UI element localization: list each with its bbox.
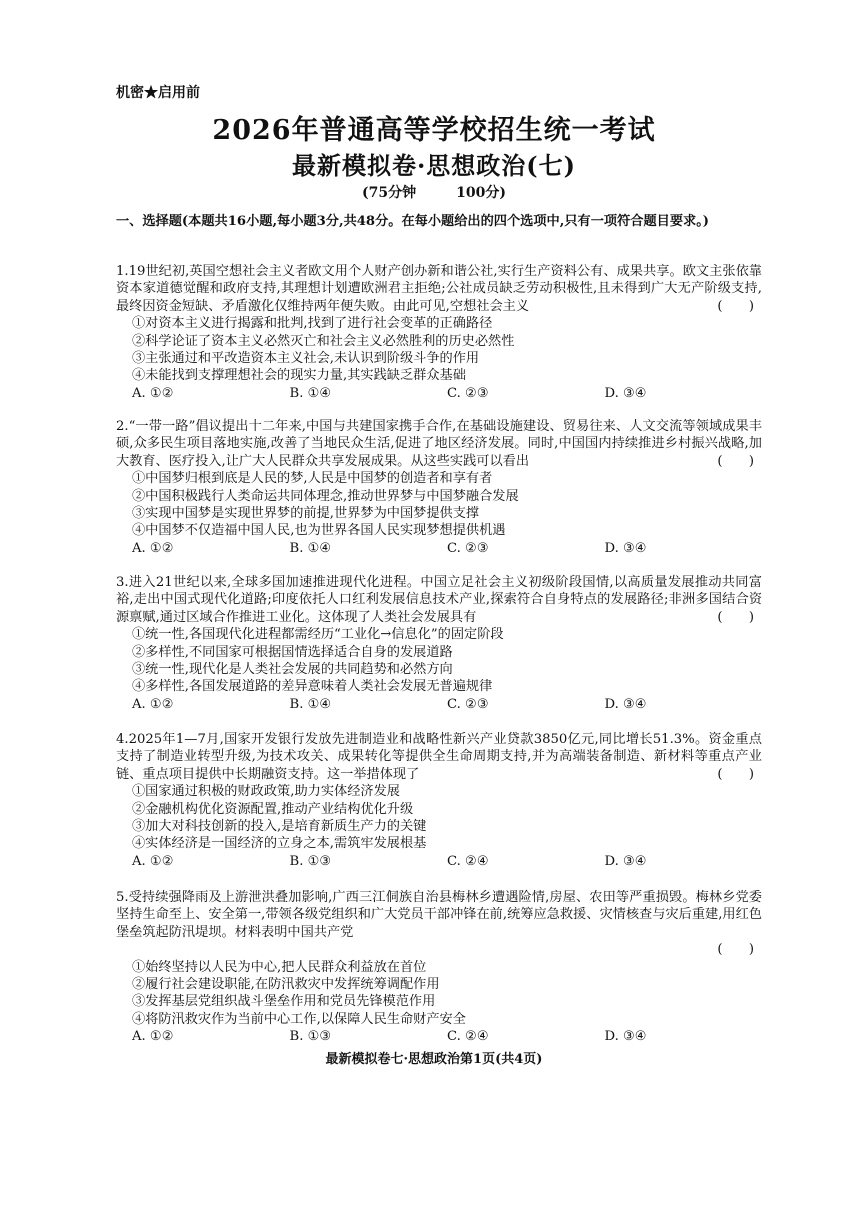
option-b: B. ①③	[289, 853, 332, 869]
exam-title: 2026年普通高等学校招生统一考试	[212, 115, 656, 146]
option-c: C. ②④	[447, 853, 489, 869]
statement: ④多样性,各国发展道路的差异意味着人类社会发展无普遍规律	[132, 679, 493, 695]
statement: ②金融机构优化资源配置,推动产业结构优化升级	[132, 801, 414, 817]
option-b: B. ①③	[289, 1029, 332, 1045]
answer-blank: ( )	[717, 609, 754, 625]
question-4	[116, 731, 762, 870]
option-b: B. ①④	[289, 385, 332, 401]
statement: ④将防汛救灾作为当前中心工作,以保障人民生命财产安全	[132, 1011, 466, 1027]
question-stem	[116, 574, 762, 626]
question-text: 进入21世纪以来,全球多国加速推进现代化进程。中国立足社会主义初级阶段国情,以高质量发展推动共同富裕,走出中国式现代化道路;印度依托人口红利发展信息技术产业,探索符合自身特点的发展路径;非洲多国结合资源禀赋,通过区域合作推进工业化。这体现了人类社会发展具有	[116, 575, 762, 625]
option-d: D. ③④	[604, 540, 647, 556]
option-c: C. ②③	[447, 696, 489, 712]
statement: ③实现中国梦是实现世界梦的前提,世界梦为中国梦提供支撑	[132, 506, 480, 522]
section-heading: 一、选择题(本题共16小题,每小题3分,共48分。在每小题给出的四个选项中,只有一项符合题目要求。)	[116, 214, 710, 229]
question-text: 19世纪初,英国空想社会主义者欧文用个人财产创办新和谐公社,实行生产资料公有、成果共享。欧文主张依靠资本家道德觉醒和政府支持,其理想计划遭欧洲君主拒绝;公社成员缺乏劳动积极性,且未得到广大无产阶级支持,最终因资金短缺、矛盾激化仅维持两年便失败。由此可见,空想社会主义	[116, 264, 762, 314]
option-d: D. ③④	[604, 385, 647, 401]
statement: ①中国梦归根到底是人民的梦,人民是中国梦的创造者和享有者	[132, 471, 493, 487]
answer-blank-line	[116, 941, 762, 958]
statement: ①对资本主义进行揭露和批判,找到了进行社会变革的正确路径	[132, 316, 493, 332]
statement: ②多样性,不同国家可根据国情选择适合自身的发展道路	[132, 644, 453, 660]
option-row	[116, 696, 762, 713]
option-d: D. ③④	[604, 1029, 647, 1045]
question-number: 5.	[116, 890, 129, 905]
question-text: 2025年1—7月,国家开发银行发放先进制造业和战略性新兴产业贷款3850亿元,同比增长51.3%。资金重点支持了制造业转型升级,为技术攻关、成果转化等提供全生命周期支持,并为高端装备制造、新材料等重点产业链、重点项目提供中长期融资支持。这一举措体现了	[116, 732, 762, 782]
question-3	[116, 574, 762, 713]
answer-blank: ( )	[717, 942, 754, 958]
time-and-score	[0, 182, 868, 202]
option-d: D. ③④	[604, 696, 647, 712]
statement: ③统一性,现代化是人类社会发展的共同趋势和必然方向	[132, 662, 453, 678]
total-score: 100分)	[456, 185, 506, 201]
option-row	[116, 1028, 762, 1045]
statement: ①国家通过积极的财政政策,助力实体经济发展	[132, 784, 400, 800]
question-stem	[116, 263, 762, 315]
question-2	[116, 418, 762, 557]
option-a: A. ①②	[132, 385, 174, 401]
question-text: 受持续强降雨及上游泄洪叠加影响,广西三江侗族自治县梅林乡遭遇险情,房屋、农田等严重损毁。梅林乡党委坚持生命至上、安全第一,带领各级党组织和广大党员干部冲锋在前,统筹应急救援、灾情核查与灾后重建,用红色堡垒筑起防汛堤坝。材料表明中国共产党	[116, 890, 762, 940]
option-a: A. ①②	[132, 853, 174, 869]
option-row	[116, 385, 762, 402]
question-stem	[116, 731, 762, 783]
statement: ①统一性,各国现代化进程都需经历“工业化→信息化”的固定阶段	[132, 627, 504, 643]
option-c: C. ②④	[447, 1029, 489, 1045]
statement: ④未能找到支撑理想社会的现实力量,其实践缺乏群众基础	[132, 368, 466, 384]
option-a: A. ①②	[132, 1029, 174, 1045]
statement: ④中国梦不仅造福中国人民,也为世界各国人民实现梦想提供机遇	[132, 523, 506, 539]
question-stem	[116, 889, 762, 941]
question-number: 1.	[116, 264, 129, 279]
option-b: B. ①④	[289, 696, 332, 712]
question-number: 2.	[116, 419, 129, 434]
statement: ②履行社会建设职能,在防汛救灾中发挥统筹调配作用	[132, 977, 440, 993]
paper-subtitle: 最新模拟卷·思想政治(七)	[291, 151, 577, 180]
statement: ③发挥基层党组织战斗堡垒作用和党员先锋模范作用	[132, 994, 436, 1010]
confidential-label: 机密★启用前	[116, 85, 200, 101]
answer-blank: ( )	[717, 766, 754, 782]
statement: ③加大对科技创新的投入,是培育新质生产力的关键	[132, 819, 427, 835]
answer-blank: ( )	[717, 298, 754, 314]
question-5	[116, 889, 762, 1046]
question-number: 4.	[116, 732, 129, 747]
statement: ②中国积极践行人类命运共同体理念,推动世界梦与中国梦融合发展	[132, 488, 519, 504]
option-b: B. ①④	[289, 540, 332, 556]
question-stem	[116, 418, 762, 470]
duration: (75分钟	[362, 185, 417, 201]
statement: ③主张通过和平改造资本主义社会,未认识到阶级斗争的作用	[132, 351, 480, 367]
option-row	[116, 853, 762, 870]
statement: ①始终坚持以人民为中心,把人民群众利益放在首位	[132, 959, 427, 975]
statement: ②科学论证了资本主义必然灭亡和社会主义必然胜利的历史必然性	[132, 333, 515, 349]
question-number: 3.	[116, 575, 129, 590]
question-text: “一带一路”倡议提出十二年来,中国与共建国家携手合作,在基础设施建设、贸易往来、人文交流等领域成果丰硕,众多民生项目落地实施,改善了当地民众生活,促进了地区经济发展。同时,中国国内持续推进乡村振兴战略,加大教育、医疗投入,让广大人民群众共享发展成果。从这些实践可以看出	[116, 419, 762, 469]
option-d: D. ③④	[604, 853, 647, 869]
answer-blank: ( )	[717, 453, 754, 469]
option-a: A. ①②	[132, 540, 174, 556]
option-c: C. ②③	[447, 385, 489, 401]
option-a: A. ①②	[132, 696, 174, 712]
question-1	[116, 263, 762, 402]
statement: ④实体经济是一国经济的立身之本,需筑牢发展根基	[132, 836, 427, 852]
option-c: C. ②③	[447, 540, 489, 556]
page-footer: 最新模拟卷七·思想政治第1页(共4页)	[325, 1052, 543, 1067]
option-row	[116, 540, 762, 557]
